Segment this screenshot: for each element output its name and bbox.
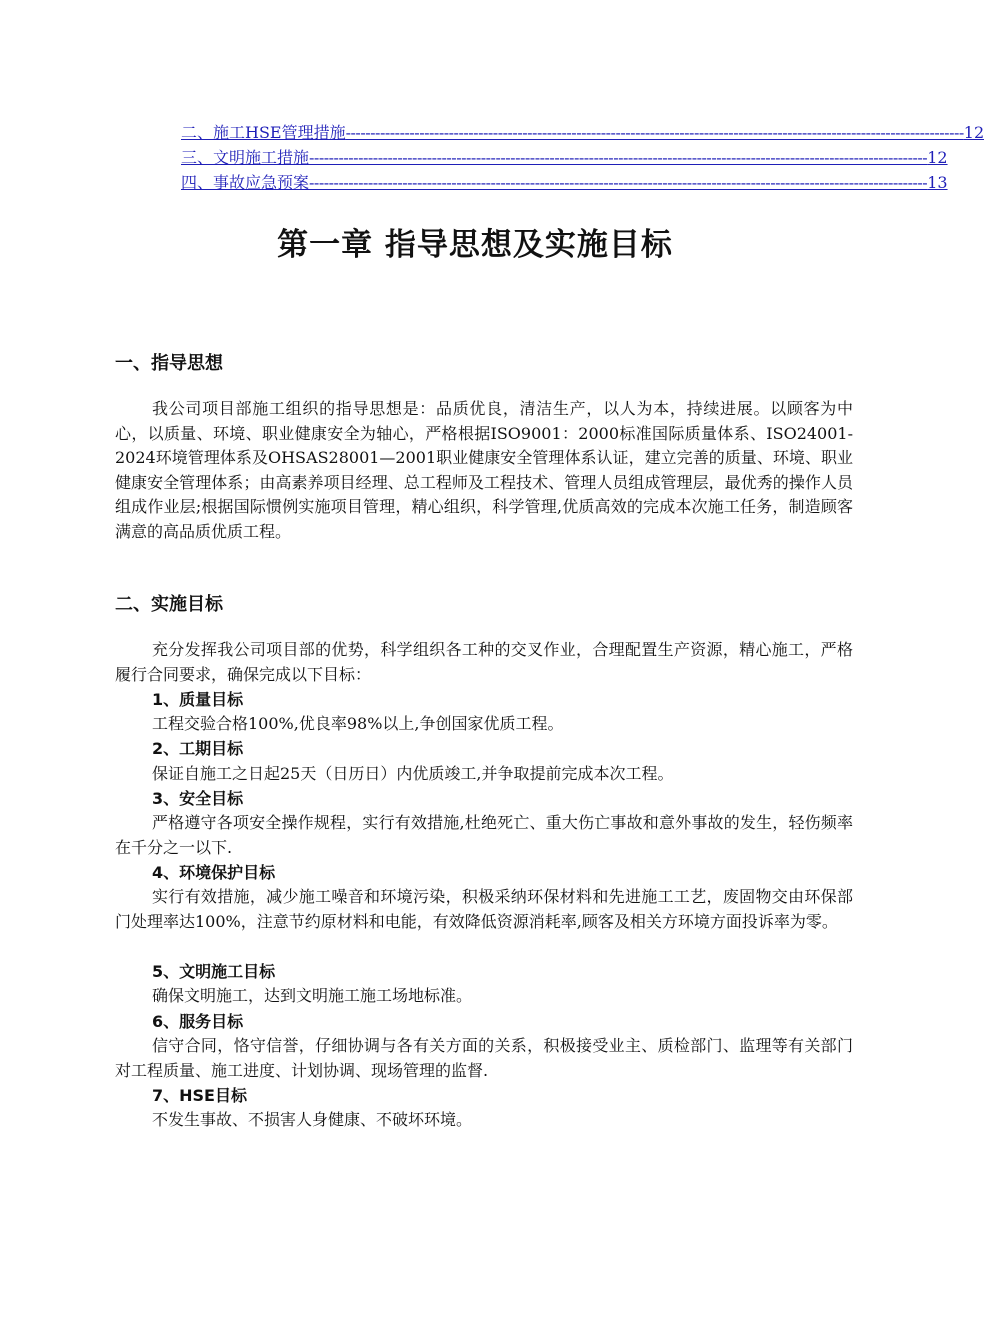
chapter-title: 第一章 指导思想及实施目标 <box>277 227 673 263</box>
goal-heading-service: 6、服务目标 <box>152 1012 244 1031</box>
toc-leader: ------------------------------------------------------------------------------------------------------------------------------ <box>309 173 928 192</box>
goal-text-quality: 工程交验合格100%,优良率98%以上,争创国家优质工程。 <box>152 714 564 733</box>
goal-text-service: 信守合同，恪守信誉，仔细协调与各有关方面的关系，积极接受业主、质检部门、监理等有关部门对工程质量、施工进度、计划协调、现场管理的监督. <box>115 1036 853 1080</box>
toc-entry-title[interactable]: 二、施工HSE管理措施 <box>181 123 346 142</box>
goal-heading-civilized: 5、文明施工目标 <box>152 962 276 981</box>
goal-text-civilized: 确保文明施工，达到文明施工施工场地标准。 <box>152 986 473 1005</box>
toc-leader: ------------------------------------------------------------------------------------------------------------------------------ <box>309 148 928 167</box>
toc-entry-emergency-plan[interactable] <box>181 170 948 195</box>
toc-entry-title[interactable]: 四、事故应急预案 <box>181 173 310 192</box>
toc-leader: ------------------------------------------------------------------------------------------------------------------------------ <box>345 123 964 142</box>
toc-entry-page[interactable]: 12 <box>927 148 948 167</box>
table-of-contents <box>181 120 984 195</box>
goal-text-hse: 不发生事故、不损害人身健康、不破坏环境。 <box>152 1110 473 1129</box>
goal-text-schedule: 保证自施工之日起25天（日历日）内优质竣工,并争取提前完成本次工程。 <box>152 764 674 783</box>
goal-heading-hse: 7、HSE目标 <box>152 1086 247 1105</box>
goal-heading-schedule: 2、工期目标 <box>152 739 244 758</box>
goal-text-safety: 严格遵守各项安全操作规程，实行有效措施,杜绝死亡、重大伤亡事故和意外事故的发生，轻伤频率在千分之一以下. <box>115 813 853 857</box>
section-heading-implementation-goals: 二、实施目标 <box>115 594 223 615</box>
goal-heading-quality: 1、质量目标 <box>152 690 244 709</box>
guiding-ideology-paragraph: 我公司项目部施工组织的指导思想是：品质优良，清洁生产，以人为本，持续进展。以顾客为中心，以质量、环境、职业健康安全为轴心，严格根据ISO9001：2000标准国际质量体系、ISO24001-2024环境管理体系及OHSAS28001—2001职业健康安全管理体系认证，建立完善的质量、环境、职业健康安全管理体系；由高素养项目经理、总工程师及工程技术、管理人员组成管理层，最优秀的操作人员组成作业层;根据国际惯例实施项目管理，精心组织，科学管理,优质高效的完成本次施工任务，制造顾客满意的高品质优质工程。 <box>115 399 853 541</box>
implementation-goals-intro: 充分发挥我公司项目部的优势，科学组织各工种的交叉作业，合理配置生产资源，精心施工，严格履行合同要求，确保完成以下目标： <box>115 640 853 684</box>
toc-entry-title[interactable]: 三、文明施工措施 <box>181 148 310 167</box>
toc-entry-hse-measures[interactable] <box>181 120 984 145</box>
toc-entry-page[interactable]: 13 <box>927 173 948 192</box>
goal-heading-safety: 3、安全目标 <box>152 789 244 808</box>
goal-text-environment: 实行有效措施，减少施工噪音和环境污染，积极采纳环保材料和先进施工工艺，废固物交由环保部门处理率达100%，注意节约原材料和电能，有效降低资源消耗率,顾客及相关方环境方面投诉率为零。 <box>115 887 853 931</box>
toc-entry-page[interactable]: 12 <box>963 123 984 142</box>
goal-heading-environment: 4、环境保护目标 <box>152 863 276 882</box>
section-heading-guiding-ideology: 一、指导思想 <box>115 353 223 374</box>
toc-entry-civilized-construction[interactable] <box>181 145 948 170</box>
